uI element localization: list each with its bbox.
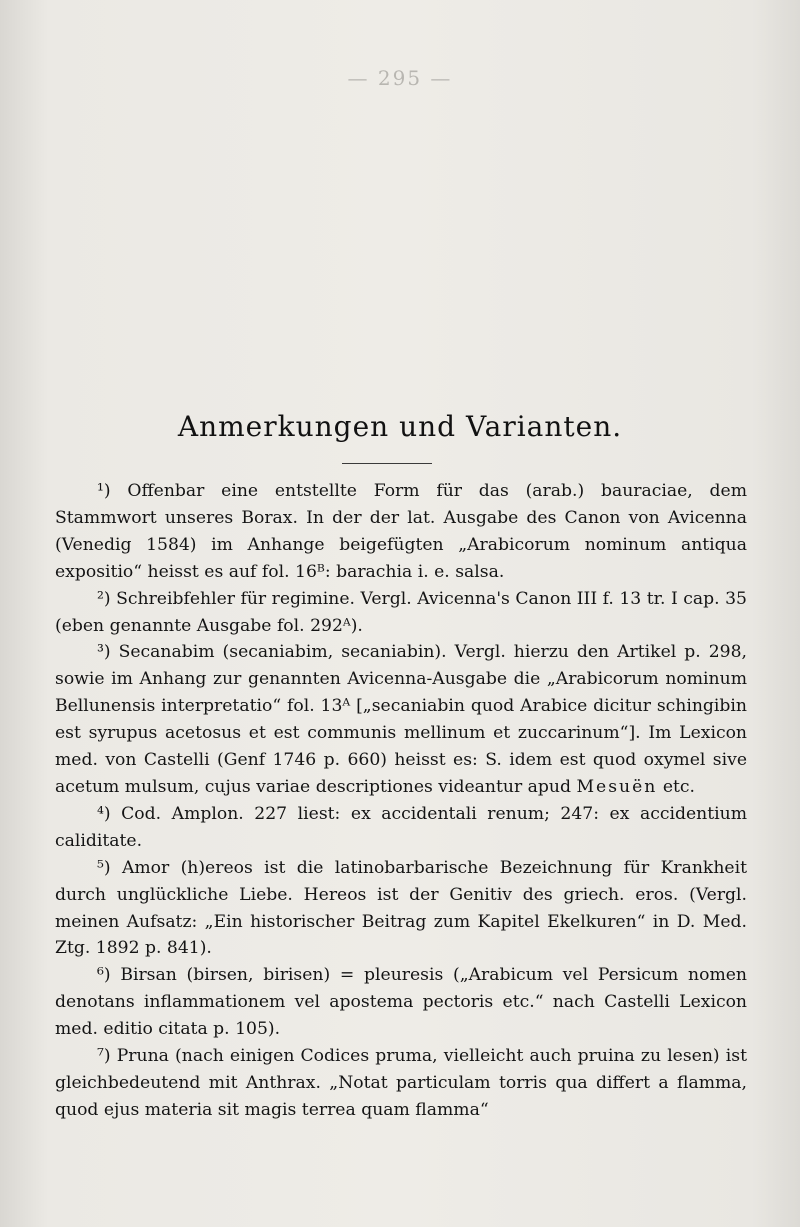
note-1: ¹) Offenbar eine entstellte Form für das (arab.) bauraciae, dem Stammwort unseres Borax. In der der lat. Ausgabe des Canon von Avicenna (Venedig 1584) im Anhange beigefügten „Arabicorum nominum antiqua expositio“ heisst es auf fol. 16ᴮ: barachia i. e. salsa. xyxy=(55,481,747,582)
note-5: ⁵) Amor (h)ereos ist die latinobarbarische Bezeichnung für Krankheit durch unglückliche Liebe. Hereos ist der Genitiv des griech. eros. (Vergl. meinen Aufsatz: „Ein historischer Beitrag zum Kapitel Ekelkuren“ in D. Med. Ztg. 1892 p. 841). xyxy=(55,857,747,959)
note-4: ⁴) Cod. Amplon. 227 liest: ex accidentali renum; 247: ex accidentium caliditate. xyxy=(55,803,747,851)
footnotes xyxy=(55,478,747,1124)
note-3-text: ³) Secanabim (secaniabim, secaniabin). Vergl. hierzu den Artikel p. 298, sowie im Anhang zur genannten Avicenna-Ausgabe die „Arabicorum nominum Bellunensis interpretatio“ fol. 13ᴬ [„secaniabin quod Arabice dicitur schingibin est syrupus acetosus et est communis mellinum et zuccarinum“]. Im Lexicon med. von Castelli (Genf 1746 p. 660) heisst es: S. idem est quod oxymel sive acetum mulsum, cujus variae descriptiones videantur apud xyxy=(55,642,747,797)
heading-rule xyxy=(342,463,432,464)
note-3 xyxy=(55,639,747,800)
note-3-author: Mesuën xyxy=(576,776,658,797)
note-7: ⁷) Pruna (nach einigen Codices pruma, vielleicht auch pruina zu lesen) ist gleichbedeutend mit Anthrax. „Notat particulam torris qua differt a flamma, quod ejus materia sit magis terrea quam flamma“ xyxy=(55,1046,747,1120)
note-2: ²) Schreibfehler für regimine. Vergl. Avicenna's Canon III f. 13 tr. I cap. 35 (eben genannte Ausgabe fol. 292ᴬ). xyxy=(55,588,747,636)
note-6: ⁶) Birsan (birsen, birisen) = pleuresis („Arabicum vel Persicum nomen denotans inflammationem vel apostema pectoris etc.“ nach Castelli Lexicon med. editio citata p. 105). xyxy=(55,965,747,1040)
page-number: — 295 — xyxy=(347,66,453,90)
section-heading: Anmerkungen und Varianten. xyxy=(177,410,623,443)
note-3-end: etc. xyxy=(657,776,695,797)
